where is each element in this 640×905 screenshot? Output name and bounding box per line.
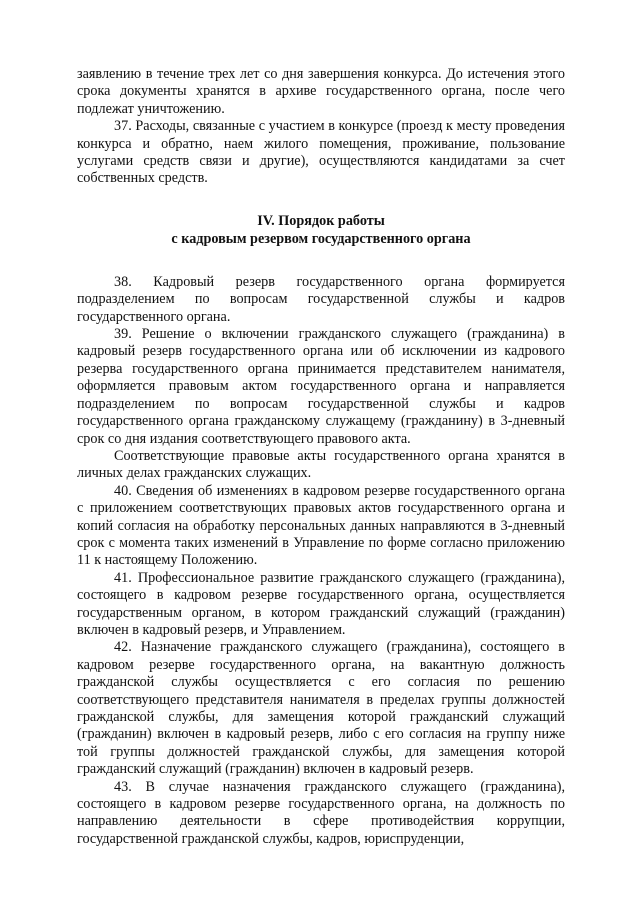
paragraph-39: 39. Решение о включении гражданского служащего (гражданина) в кадровый резерв государственного органа или об исключении из кадрового резерва государственного органа принимается представителем нанимателя, оформляется правовым актом государственного органа и направляется подразделением по вопросам государственной службы и кадров государственного органа гражданскому служащему (гражданину) в 3-дневный срок со дня издания соответствующего правового акта. bbox=[77, 326, 565, 447]
paragraph-42: 42. Назначение гражданского служащего (гражданина), состоящего в кадровом резерве государственного органа, на вакантную должность гражданской службы осуществляется с его согласия по решению соответствующего представителя нанимателя в пределах группы должностей гражданской службы, для замещения которой гражданский служащий (гражданин) включен в кадровый резерв, либо с его согласия на группу ниже той группы должностей гражданской службы, для замещения которой гражданский служащий (гражданин) включен в кадровый резерв. bbox=[77, 639, 565, 778]
document-body bbox=[77, 66, 565, 848]
section-heading-line-2: с кадровым резервом государственного органа bbox=[171, 230, 471, 247]
paragraph-41: 41. Профессиональное развитие гражданского служащего (гражданина), состоящего в кадровом резерве государственного органа, осуществляется государственным органом, в котором гражданский служащий (гражданин) включен в кадровый резерв, и Управлением. bbox=[77, 569, 565, 638]
section-heading bbox=[77, 212, 565, 248]
paragraph-continuation: заявлению в течение трех лет со дня завершения конкурса. До истечения этого срока документы хранятся в архиве государственного органа, после чего подлежат уничтожению. bbox=[77, 66, 565, 117]
paragraph-38: 38. Кадровый резерв государственного органа формируется подразделением по вопросам государственной службы и кадров государственного органа. bbox=[77, 273, 565, 325]
paragraph-37: 37. Расходы, связанные с участием в конкурсе (проезд к месту проведения конкурса и обратно, наем жилого помещения, проживание, пользование услугами средств связи и другие), осуществляются кандидатами за счет собственных средств. bbox=[77, 118, 565, 187]
paragraph-40: 40. Сведения об изменениях в кадровом резерве государственного органа с приложением соответствующих правовых актов государственного органа и копий согласия на обработку персональных данных направляются в 3-дневный срок с момента таких изменений в Управление по форме согласно приложению 11 к настоящему Положению. bbox=[77, 482, 565, 569]
paragraph-39-note: Соответствующие правовые акты государственного органа хранятся в личных делах гражданских служащих. bbox=[77, 447, 565, 482]
paragraph-43: 43. В случае назначения гражданского служащего (гражданина), состоящего в кадровом резерве государственного органа, на должность по направлению деятельности в сфере противодействия коррупции, государственной гражданской службы, кадров, юриспруденции, bbox=[77, 778, 565, 847]
section-heading-line-1: IV. Порядок работы bbox=[257, 212, 385, 229]
